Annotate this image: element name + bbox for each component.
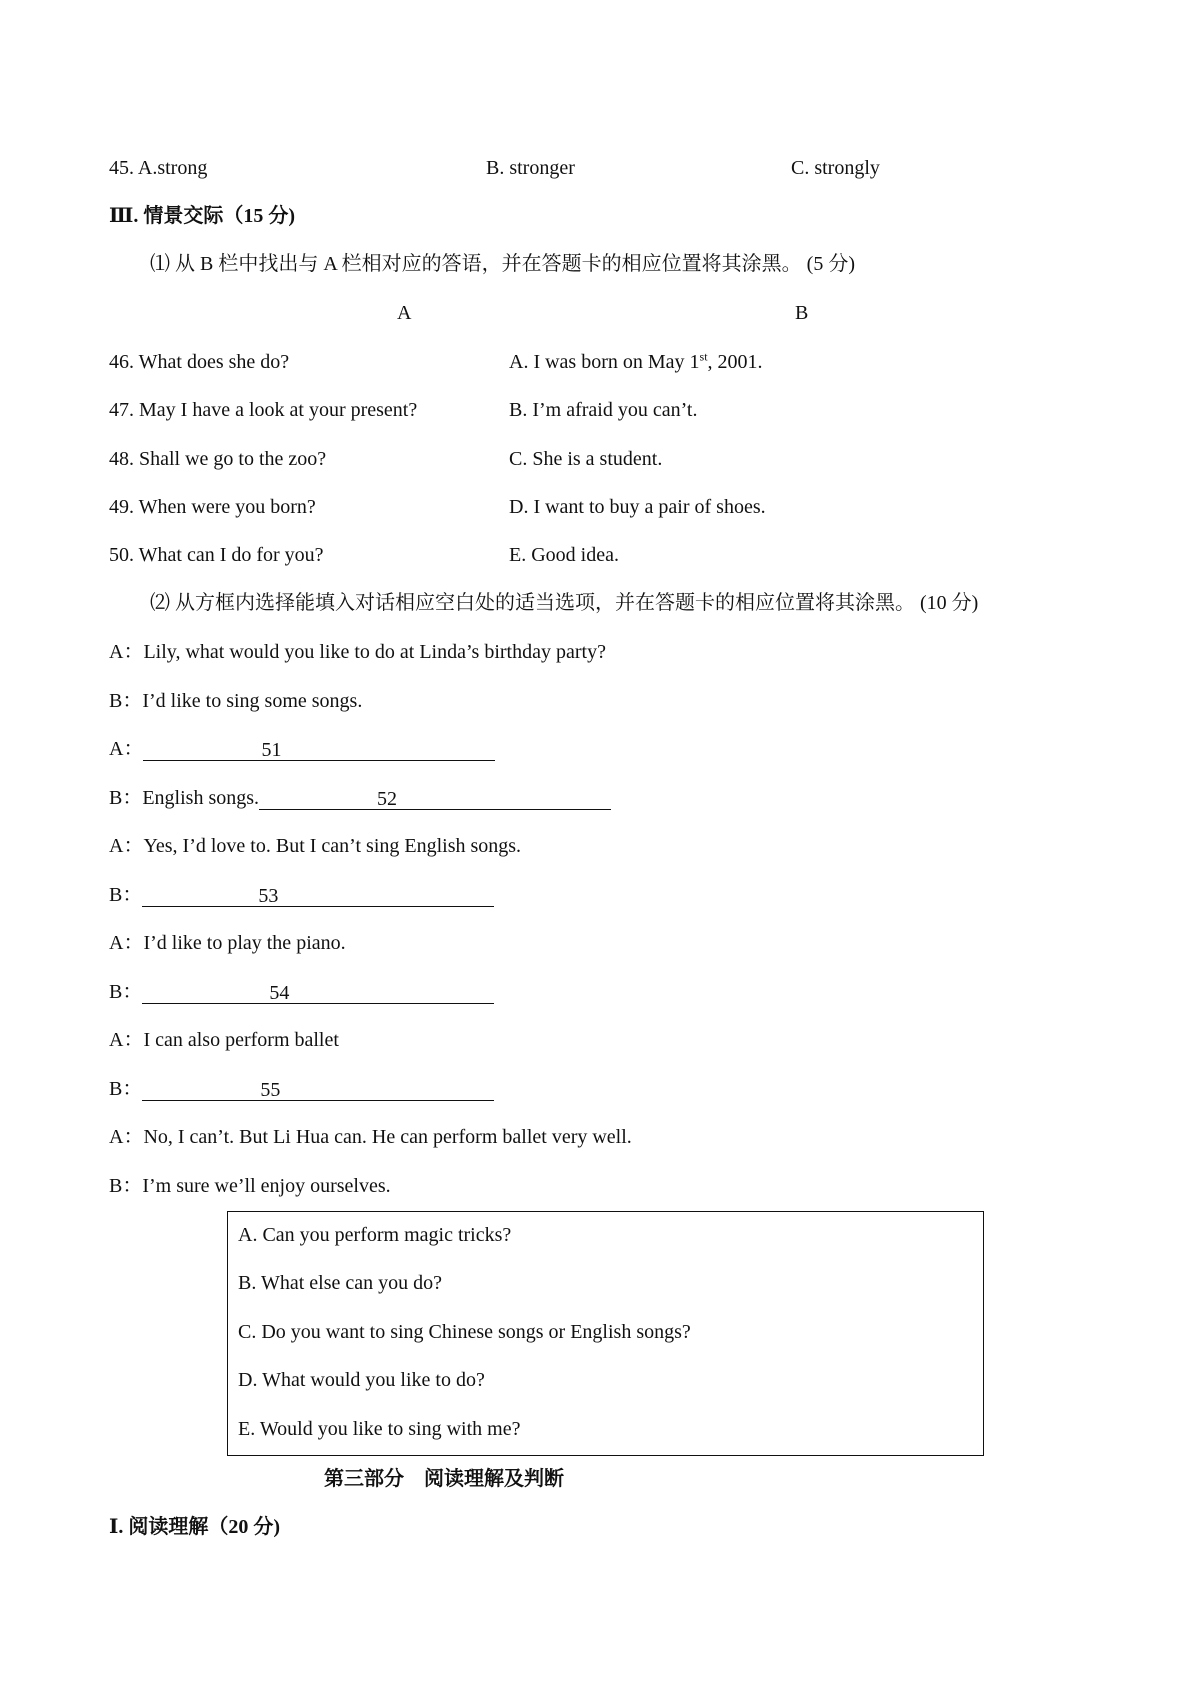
blank-53[interactable] (142, 884, 494, 907)
section-title: Ⅲ. 情景交际（15 分) (109, 205, 296, 227)
option-d: D. What would you like to do? (238, 1369, 485, 1391)
answer-a (509, 350, 763, 374)
speaker: A： (109, 932, 144, 954)
option-b: B. What else can you do? (238, 1272, 443, 1294)
question-49: 49. When were you born? (109, 496, 316, 518)
answer-e: E. Good idea. (509, 544, 619, 566)
dialogue-line-1 (109, 640, 606, 664)
q45-option-c: C. strongly (791, 157, 880, 179)
dialogue-line-4 (109, 786, 611, 810)
option-e: E. Would you like to sing with me? (238, 1418, 521, 1440)
dialogue-text: English songs. (142, 787, 260, 809)
blank-54[interactable] (142, 981, 494, 1004)
q45-option-b: B. stronger (486, 157, 575, 179)
speaker: A： (109, 1126, 144, 1148)
dialogue-line-6 (109, 883, 494, 907)
question-46: 46. What does she do? (109, 351, 290, 373)
option-a: A. Can you perform magic tricks? (238, 1224, 512, 1246)
speaker: B： (109, 884, 143, 906)
speaker: B： (109, 1175, 143, 1197)
answer-a-rest: , 2001. (707, 351, 763, 373)
part1-instruction: ⑴ 从 B 栏中找出与 A 栏相对应的答语，并在答题卡的相应位置将其涂黑。 (5 分) (150, 253, 855, 275)
dialogue-line-3 (109, 737, 495, 761)
dialogue-text: Lily, what would you like to do at Linda’s birthday party? (143, 641, 606, 663)
dialogue-text: Yes, I’d love to. But I can’t sing English songs. (143, 835, 522, 857)
blank-number: 52 (377, 788, 398, 810)
dialogue-line-10 (109, 1077, 494, 1101)
q45-option-a: 45. A.strong (109, 157, 208, 179)
dialogue-line-7 (109, 931, 346, 955)
blank-52[interactable] (259, 787, 611, 810)
blank-number: 54 (269, 982, 290, 1004)
speaker: A： (109, 738, 144, 760)
dialogue-text: I can also perform ballet (143, 1029, 339, 1051)
blank-number: 55 (260, 1079, 281, 1101)
dialogue-line-8 (109, 980, 494, 1004)
question-48: 48. Shall we go to the zoo? (109, 448, 327, 470)
answer-d: D. I want to buy a pair of shoes. (509, 496, 766, 518)
answer-a-text: A. I was born on May 1 (509, 351, 700, 373)
blank-number: 51 (261, 739, 282, 761)
speaker: A： (109, 1029, 144, 1051)
column-a-header: A (397, 302, 412, 324)
speaker: A： (109, 641, 144, 663)
dialogue-text: No, I can’t. But Li Hua can. He can perform ballet very well. (143, 1126, 632, 1148)
question-47: 47. May I have a look at your present? (109, 399, 418, 421)
dialogue-line-12 (109, 1174, 391, 1198)
blank-number: 53 (258, 885, 279, 907)
dialogue-text: I’d like to sing some songs. (142, 690, 363, 712)
blank-55[interactable] (142, 1078, 494, 1101)
dialogue-text: I’d like to play the piano. (143, 932, 346, 954)
answer-b: B. I’m afraid you can’t. (509, 399, 698, 421)
blank-51[interactable] (143, 738, 495, 761)
dialogue-line-5 (109, 834, 521, 858)
column-b-header: B (795, 302, 809, 324)
dialogue-line-9 (109, 1028, 339, 1052)
options-box (227, 1211, 984, 1456)
speaker: B： (109, 690, 143, 712)
part2-instruction: ⑵ 从方框内选择能填入对话相应空白处的适当选项，并在答题卡的相应位置将其涂黑。 (10 分) (150, 592, 979, 614)
speaker: B： (109, 1078, 143, 1100)
answer-a-sup: st (699, 349, 708, 364)
speaker: A： (109, 835, 144, 857)
reading-section-title: Ⅰ. 阅读理解（20 分) (109, 1516, 281, 1538)
speaker: B： (109, 787, 143, 809)
dialogue-line-2 (109, 689, 362, 713)
part-title: 第三部分 阅读理解及判断 (324, 1468, 564, 1490)
dialogue-text: I’m sure we’ll enjoy ourselves. (142, 1175, 391, 1197)
question-50: 50. What can I do for you? (109, 544, 324, 566)
speaker: B： (109, 981, 143, 1003)
dialogue-line-11 (109, 1125, 632, 1149)
answer-c: C. She is a student. (509, 448, 663, 470)
option-c: C. Do you want to sing Chinese songs or English songs? (238, 1321, 691, 1343)
